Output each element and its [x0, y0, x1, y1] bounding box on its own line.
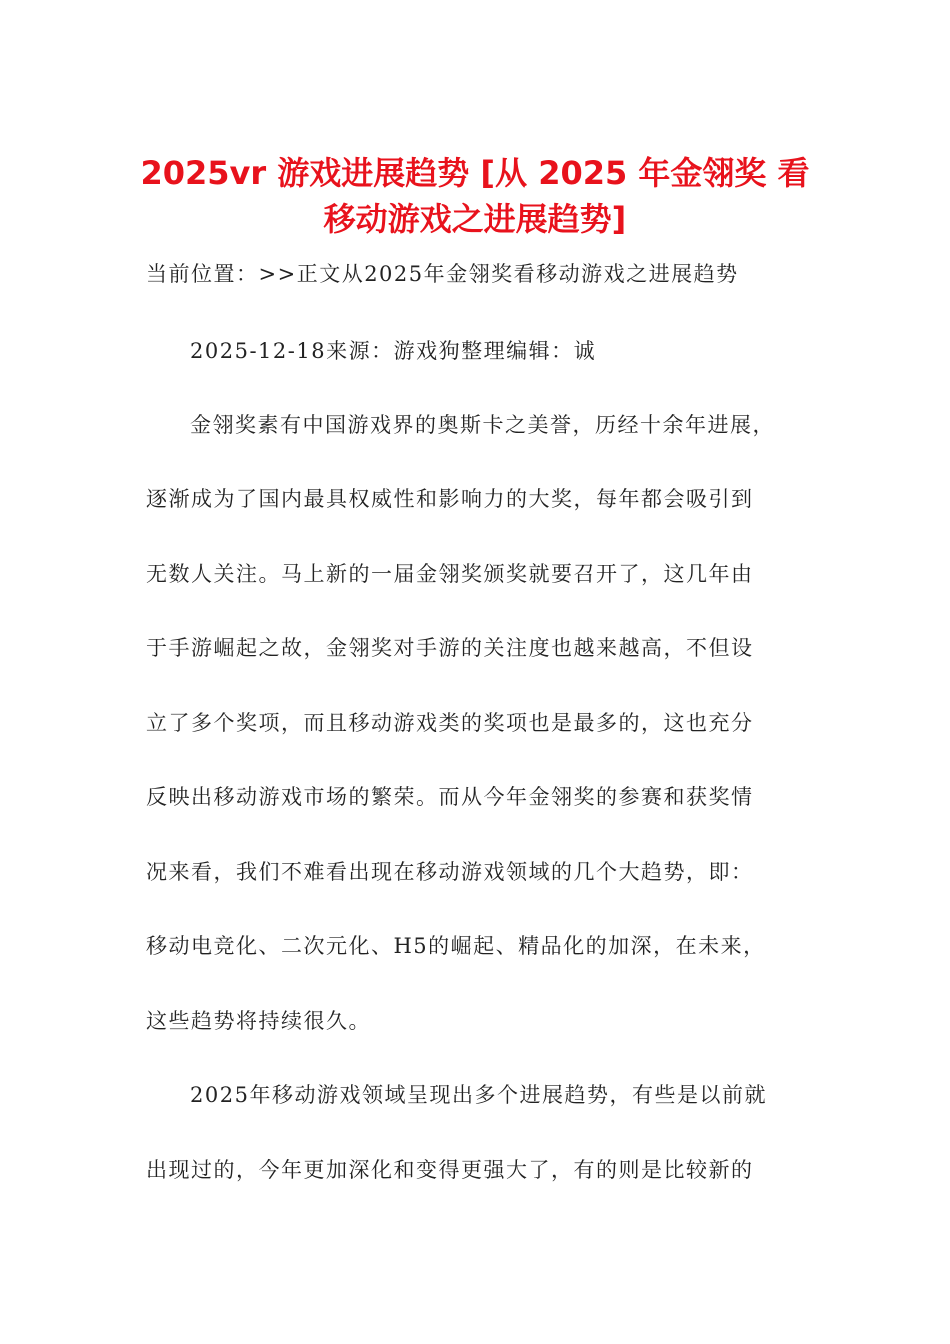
title-line-1: 2025vr 游戏进展趋势 [从 2025 年金翎奖 看 [140, 154, 810, 192]
paragraph-line: 2025年移动游戏领域呈现出多个进展趋势，有些是以前就 [190, 1083, 767, 1107]
article-meta: 2025-12-18来源：游戏狗整理编辑：诚 [190, 339, 597, 363]
paragraph-line: 逐渐成为了国内最具权威性和影响力的大奖，每年都会吸引到 [146, 487, 754, 511]
paragraph-line: 这些趋势将持续很久。 [146, 1009, 371, 1033]
paragraph-line: 无数人关注。马上新的一届金翎奖颁奖就要召开了，这几年由 [146, 562, 754, 586]
paragraph-line: 金翎奖素有中国游戏界的奥斯卡之美誉，历经十余年进展， [190, 413, 775, 437]
document-title [140, 150, 810, 242]
paragraph-line: 立了多个奖项，而且移动游戏类的奖项也是最多的，这也充分 [146, 711, 754, 735]
paragraph-line: 况来看，我们不难看出现在移动游戏领域的几个大趋势，即： [146, 860, 754, 884]
paragraph-line: 反映出移动游戏市场的繁荣。而从今年金翎奖的参赛和获奖情 [146, 785, 754, 809]
paragraph-line: 出现过的，今年更加深化和变得更强大了，有的则是比较新的 [146, 1158, 754, 1182]
breadcrumb: 当前位置：>>正文从2025年金翎奖看移动游戏之进展趋势 [146, 262, 739, 286]
paragraph-line: 于手游崛起之故，金翎奖对手游的关注度也越来越高，不但设 [146, 636, 754, 660]
title-line-2: 移动游戏之进展趋势] [323, 200, 627, 238]
paragraph-line: 移动电竞化、二次元化、H5的崛起、精品化的加深，在未来， [146, 934, 766, 958]
